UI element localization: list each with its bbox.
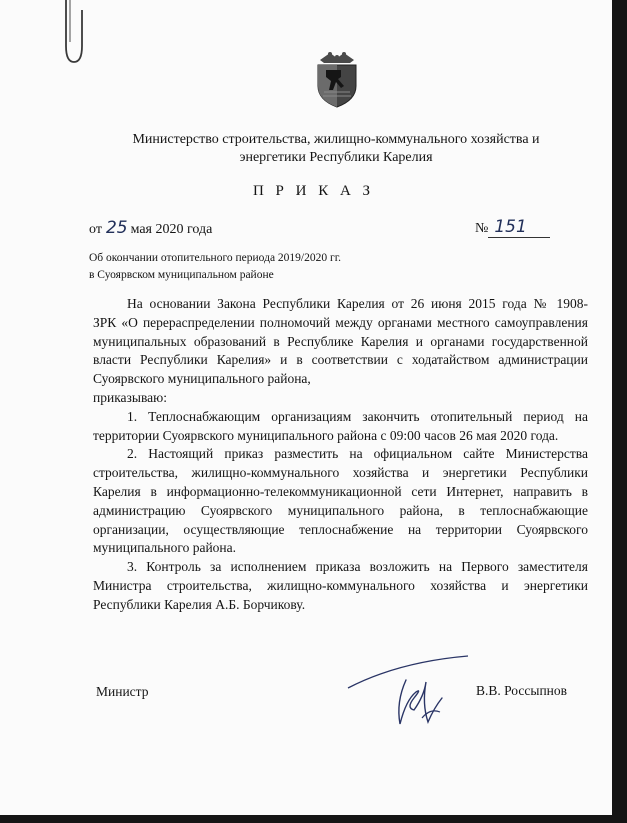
document-date [89, 218, 212, 238]
preamble-first-line: На основании Закона Республики Карелия от 26 июня 2015 года № 1908- [127, 296, 588, 311]
subject-line-1: Об окончании отопительного периода 2019/2020 гг. [89, 252, 342, 264]
date-day-handwritten: 25 [105, 218, 128, 238]
minister-name: В.В. Россыпнов [476, 683, 568, 698]
handwritten-signature [318, 652, 478, 732]
ministry-line-2: энергетики Республики Карелия [239, 150, 433, 165]
preamble-text: ЗРК «О перераспределении полномочий между органами местного самоуправления муниципальных образований в Республике Карелия и органами государственной власти Республики Карелия» и в соответствии с ходатайством администрации Суоярвского муниципального района, [93, 314, 588, 387]
ministry-name [96, 131, 576, 167]
ministry-line-1: Министерство строительства, жилищно-коммунального хозяйства и [132, 132, 540, 147]
document-number [475, 217, 550, 238]
order-item-1: 1. Теплоснабжающим организациям закончить отопительный период на территории Суоярвского муниципального района с 09:00 часов 26 мая 2020 года. [93, 408, 588, 443]
minister-label: Министр [96, 684, 149, 699]
order-item-3: 3. Контроль за исполнением приказа возложить на Первого заместителя Министра строительства, жилищно-коммунального хозяйства и энергетики Республики Карелия А.Б. Борчикову. [93, 559, 588, 612]
karelia-coat-of-arms-icon [314, 50, 360, 108]
date-prefix: от [89, 222, 102, 237]
document-subject [89, 250, 341, 284]
date-rest: мая 2020 года [130, 222, 213, 237]
paper-clip-icon [62, 0, 86, 72]
subject-line-2: в Суоярвском муниципальном районе [89, 269, 274, 281]
document-body [93, 295, 588, 615]
number-prefix: № [475, 221, 489, 236]
scan-edge-bottom [0, 815, 627, 823]
scan-edge-right [612, 0, 627, 823]
order-item-2: 2. Настоящий приказ разместить на официальном сайте Министерства строительства, жилищно-коммунального хозяйства и энергетики Республики Карелия в информационно-телекоммуникационной сети Интернет, направить в администрацию Суоярвского муниципального района, в теплоснабжающие организации, осуществляющие теплоснабжение на территории Суоярвского муниципального района. [93, 446, 588, 556]
number-value-handwritten: 151 [488, 217, 550, 238]
document-type-title: П Р И К А З [252, 183, 375, 199]
order-word: приказываю: [93, 389, 167, 405]
